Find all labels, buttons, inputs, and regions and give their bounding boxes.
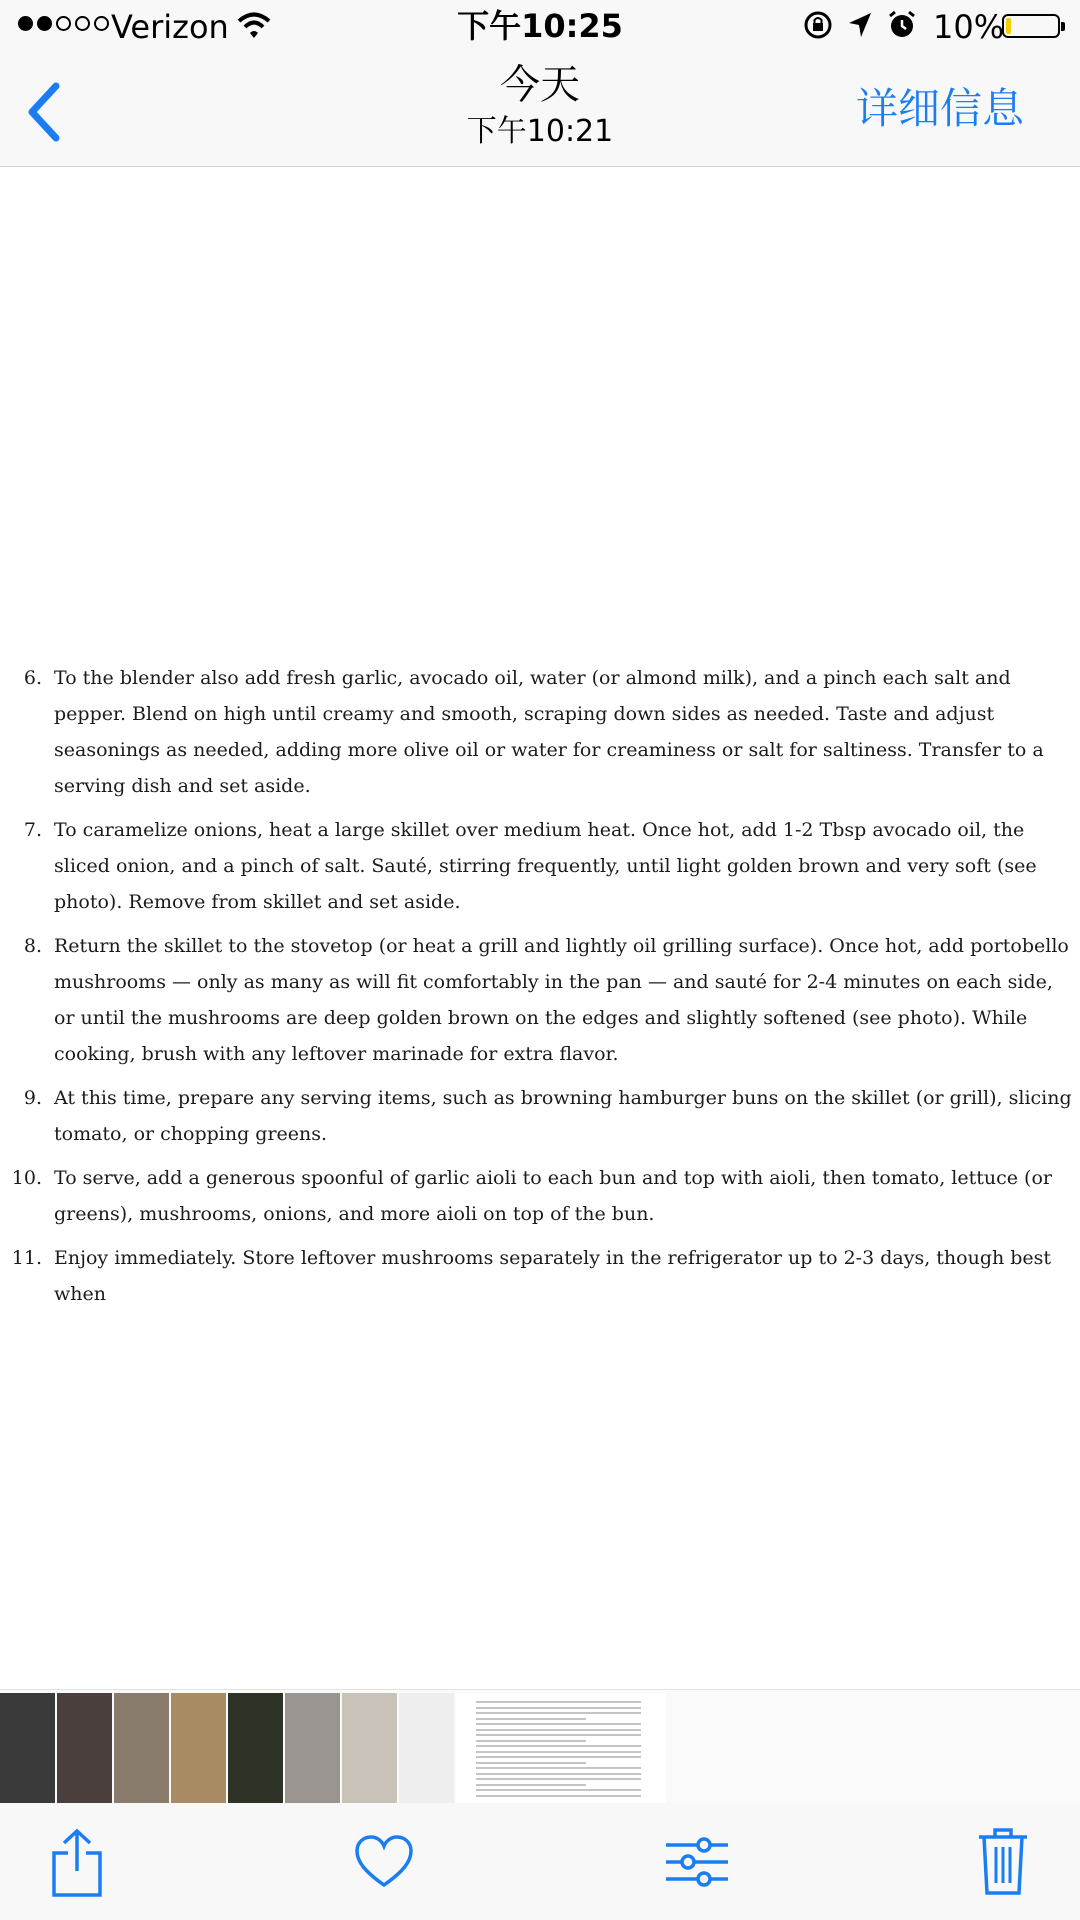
nav-subtitle: 下午10:21 <box>466 114 614 149</box>
document-image <box>0 660 1080 1305</box>
list-item <box>0 812 1080 920</box>
list-item-text: Return the skillet to the stovetop (or heat a grill and lightly oil grilling surface). Once hot, add portobello mushrooms — only as many as will fit comfortably in the pan — and sauté for 2-4 minutes on each side, or until the mushrooms are deep golden brown on the edges and slightly softened (see photo). While cooking, brush with any leftover marinade for extra flavor. <box>54 935 1069 1065</box>
rotation-lock-icon <box>803 10 833 40</box>
current-photo-thumbnail[interactable] <box>456 1693 666 1803</box>
heart-icon[interactable] <box>354 1835 414 1889</box>
battery-percentage: 10% <box>933 8 1005 46</box>
list-item-number: 7. <box>23 819 42 841</box>
photo-thumbnail[interactable] <box>228 1693 283 1803</box>
trash-icon[interactable] <box>977 1827 1029 1897</box>
list-item-text: At this time, prepare any serving items, such as browning hamburger buns on the skillet (or grill), slicing tomato, or chopping greens. <box>54 1087 1072 1145</box>
thumbnail-strip[interactable] <box>0 1689 1080 1804</box>
instruction-list <box>0 660 1080 1312</box>
list-item-number: 8. <box>23 935 42 957</box>
list-item <box>0 928 1080 1072</box>
photo-thumbnail[interactable] <box>342 1693 397 1803</box>
list-item <box>0 1240 1080 1312</box>
battery-fill <box>1006 18 1011 34</box>
photo-thumbnail[interactable] <box>399 1693 454 1803</box>
share-icon[interactable] <box>50 1827 104 1897</box>
list-item-number: 6. <box>23 667 42 689</box>
list-item <box>0 1160 1080 1232</box>
photo-thumbnail[interactable] <box>57 1693 112 1803</box>
photo-thumbnail[interactable] <box>114 1693 169 1803</box>
list-item-text: Enjoy immediately. Store leftover mushrooms separately in the refrigerator up to 2-3 days, though best when <box>54 1247 1052 1305</box>
list-item-number: 10. <box>11 1167 42 1189</box>
carrier-label: Verizon <box>111 8 229 46</box>
status-time: 下午10:25 <box>457 7 623 45</box>
list-item-number: 11. <box>11 1247 42 1269</box>
photo-thumbnail[interactable] <box>171 1693 226 1803</box>
top-bar <box>0 0 1080 167</box>
list-item-text: To the blender also add fresh garlic, avocado oil, water (or almond milk), and a pinch each salt and pepper. Blend on high until creamy and smooth, scraping down sides as needed. Taste and adjust seasonings as needed, adding more olive oil or water for creaminess or salt for saltiness. Transfer to a serving dish and set aside. <box>54 667 1044 797</box>
bottom-toolbar <box>0 1803 1080 1920</box>
alarm-clock-icon <box>887 10 917 40</box>
adjust-icon[interactable] <box>664 1837 730 1887</box>
status-bar <box>0 0 1080 54</box>
photo-thumbnail[interactable] <box>285 1693 340 1803</box>
battery-icon <box>1002 14 1060 38</box>
list-item-number: 9. <box>23 1087 42 1109</box>
details-button[interactable]: 详细信息 <box>855 84 1024 133</box>
list-item-text: To serve, add a generous spoonful of garlic aioli to each bun and top with aioli, then tomato, lettuce (or greens), mushrooms, onions, and more aioli on top of the bun. <box>54 1167 1052 1225</box>
list-item <box>0 1080 1080 1152</box>
nav-title: 今天 <box>500 62 580 108</box>
list-item <box>0 660 1080 804</box>
location-arrow-icon <box>847 11 873 39</box>
photo-thumbnail[interactable] <box>0 1693 55 1803</box>
list-item-text: To caramelize onions, heat a large skillet over medium heat. Once hot, add 1-2 Tbsp avocado oil, the sliced onion, and a pinch of salt. Sauté, stirring frequently, until light golden brown and very soft (see photo). Remove from skillet and set aside. <box>54 819 1037 913</box>
